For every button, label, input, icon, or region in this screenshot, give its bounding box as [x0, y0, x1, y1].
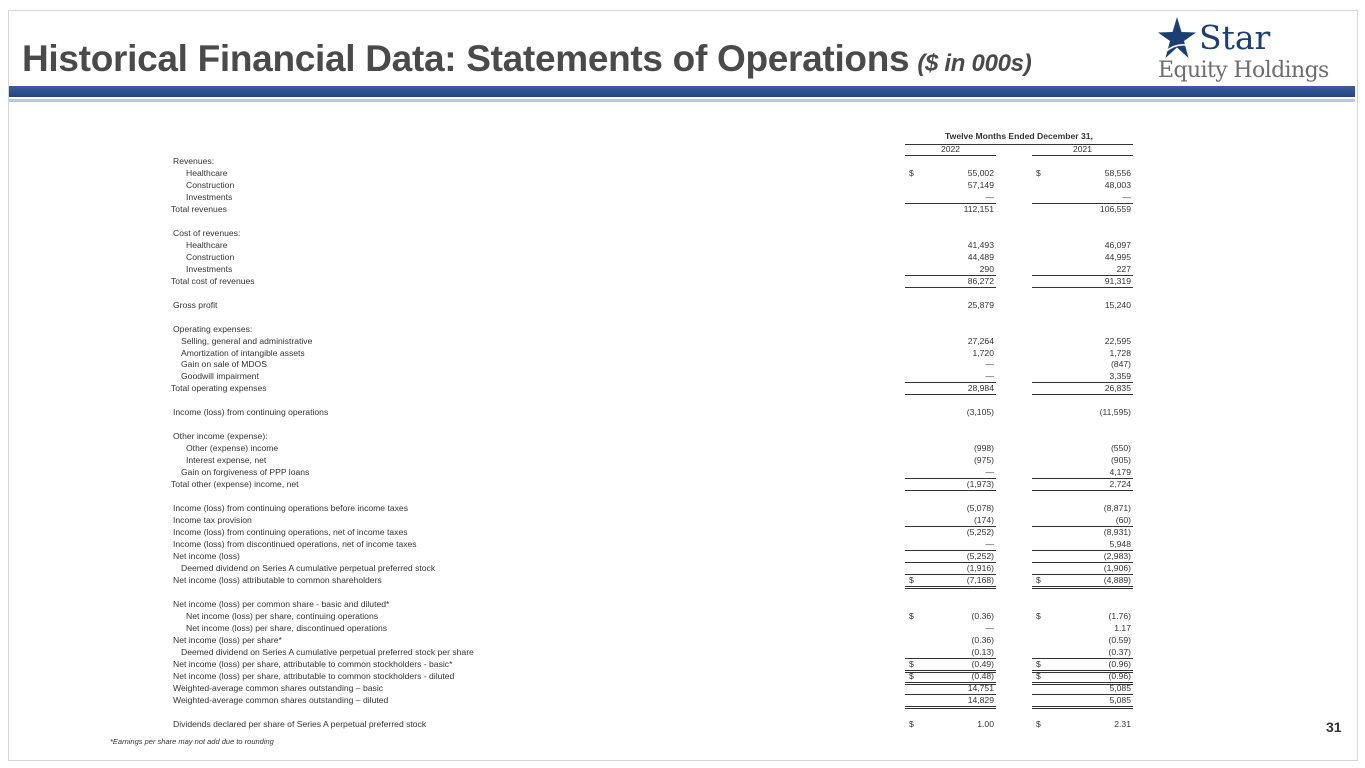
- row-label: Income tax provision: [173, 515, 252, 526]
- value-2021-cell: [1032, 622, 1133, 634]
- value-2022: (3,105): [966, 407, 994, 418]
- value-2022: 112,151: [963, 203, 994, 214]
- value-2022: 28,984: [967, 383, 994, 394]
- value-2021-cell: [1032, 526, 1133, 538]
- value-2022-cell: [905, 634, 996, 646]
- value-2021: 48,003: [1104, 179, 1131, 190]
- table-spacer-row: [0, 215, 1365, 227]
- value-2021-cell: [1032, 203, 1133, 215]
- value-2021: 58,556: [1104, 167, 1131, 178]
- row-label: Investments: [186, 263, 233, 274]
- table-row: [0, 694, 1365, 706]
- year-2022-header: 2022: [905, 143, 996, 156]
- value-2022: (5,252): [966, 551, 994, 561]
- row-label: Gain on sale of MDOS: [181, 359, 267, 370]
- row-label: Income (loss) from continuing operations: [173, 407, 329, 418]
- row-label: Income (loss) from discontinued operations, net of income taxes: [173, 539, 417, 550]
- value-2022-cell: [905, 706, 996, 718]
- value-2021: 22,595: [1104, 335, 1131, 346]
- value-2022: (0.49): [971, 658, 994, 669]
- dollar-sign: $: [1036, 167, 1041, 178]
- row-label: Net income (loss): [173, 551, 240, 561]
- value-2022: (5,252): [966, 527, 994, 538]
- table-row: [0, 682, 1365, 694]
- value-2021: (8,931): [1103, 527, 1131, 538]
- value-2021: (847): [1110, 359, 1131, 370]
- table-row: [0, 239, 1365, 251]
- value-2021: 1,728: [1109, 347, 1131, 358]
- value-2021: 106,559: [1099, 203, 1131, 214]
- value-2021: 5,948: [1109, 539, 1131, 550]
- value-2022: (0.36): [971, 634, 994, 645]
- row-label: Other (expense) income: [186, 443, 279, 454]
- row-label: Net income (loss) per common share - basic and diluted*: [173, 598, 390, 609]
- table-row: [0, 658, 1365, 670]
- value-2022: (1,973): [966, 479, 994, 490]
- value-2022-cell: [905, 287, 996, 299]
- value-2022-cell: [905, 323, 996, 335]
- value-2022-cell: [905, 215, 996, 227]
- dollar-sign: $: [1036, 574, 1041, 585]
- table-spacer-row: [0, 706, 1365, 718]
- value-2022-cell: [905, 586, 996, 598]
- value-2021-cell: [1032, 287, 1133, 299]
- value-2022: (174): [973, 515, 994, 526]
- value-2021-cell: [1032, 634, 1133, 646]
- table-row: [0, 299, 1365, 311]
- value-2021: 5,085: [1109, 694, 1131, 705]
- value-2021: 46,097: [1104, 239, 1131, 250]
- value-2021-cell: [1032, 167, 1133, 179]
- row-label: Interest expense, net: [186, 455, 267, 466]
- value-2022-cell: [905, 430, 996, 442]
- value-2021: (1,906): [1103, 562, 1131, 573]
- value-2021: 3,359: [1109, 371, 1131, 382]
- value-2021-cell: [1032, 394, 1133, 406]
- value-2022: (0.48): [971, 670, 994, 681]
- value-2021-cell: [1032, 586, 1133, 598]
- value-2022: (1,916): [966, 562, 994, 573]
- table-row: [0, 323, 1365, 335]
- table-row: [0, 478, 1365, 490]
- dollar-sign: $: [1036, 658, 1041, 669]
- value-2021-cell: [1032, 358, 1133, 370]
- value-2021-cell: [1032, 215, 1133, 227]
- value-2021-cell: [1032, 179, 1133, 191]
- value-2022: —: [985, 467, 994, 478]
- value-2022-cell: [905, 394, 996, 406]
- value-2022-cell: [905, 358, 996, 370]
- value-2022-cell: [905, 610, 996, 622]
- table-row: [0, 442, 1365, 454]
- row-label: Cost of revenues:: [173, 227, 241, 238]
- value-2022: 44,489: [967, 251, 994, 262]
- table-row: [0, 550, 1365, 562]
- table-row: [0, 466, 1365, 478]
- value-2022: —: [985, 622, 994, 633]
- table-row: [0, 191, 1365, 203]
- row-label: Net income (loss) per share, continuing operations: [186, 610, 379, 621]
- row-label: Gross profit: [173, 299, 218, 310]
- value-2022-cell: [905, 311, 996, 323]
- row-label: Net income (loss) per share*: [173, 634, 282, 645]
- value-2021-cell: [1032, 323, 1133, 335]
- value-2022-cell: [905, 622, 996, 634]
- value-2022: 14,751: [967, 682, 994, 693]
- value-2021-cell: [1032, 406, 1133, 418]
- value-2022-cell: [905, 347, 996, 359]
- value-2021: 44,995: [1104, 251, 1131, 262]
- table-row: [0, 634, 1365, 646]
- value-2021-cell: [1032, 598, 1133, 610]
- value-2021-cell: [1032, 454, 1133, 466]
- table-row: [0, 718, 1365, 730]
- value-2022-cell: [905, 155, 996, 167]
- value-2022-cell: [905, 203, 996, 215]
- row-label: Weighted-average common shares outstanding – basic: [173, 682, 384, 693]
- value-2021-cell: [1032, 227, 1133, 239]
- value-2021: 227: [1116, 263, 1131, 274]
- value-2022: 1,720: [972, 347, 994, 358]
- row-label: Income (loss) from continuing operations, net of income taxes: [173, 527, 408, 538]
- table-spacer-row: [0, 287, 1365, 299]
- value-2022: 57,149: [967, 179, 994, 190]
- table-row: [0, 562, 1365, 574]
- value-2021-cell: [1032, 155, 1133, 167]
- table-row: [0, 155, 1365, 167]
- table-row: [0, 358, 1365, 370]
- value-2022: 25,879: [967, 299, 994, 310]
- year-2021-header: 2021: [1032, 143, 1133, 156]
- value-2021: (11,595): [1099, 407, 1131, 418]
- value-2022-cell: [905, 502, 996, 514]
- table-row: [0, 610, 1365, 622]
- value-2021: 91,319: [1104, 275, 1131, 286]
- dollar-sign: $: [1036, 610, 1041, 621]
- table-row: [0, 502, 1365, 514]
- dollar-sign: $: [909, 574, 914, 585]
- value-2022-cell: [905, 406, 996, 418]
- value-2021: (2,983): [1103, 551, 1131, 561]
- row-label: Amortization of intangible assets: [181, 347, 305, 358]
- value-2021: (0.59): [1108, 634, 1131, 645]
- row-label: Total cost of revenues: [171, 275, 255, 286]
- value-2022: 55,002: [967, 167, 994, 178]
- value-2021-cell: [1032, 490, 1133, 502]
- table-row: [0, 574, 1365, 586]
- row-label: Construction: [186, 251, 235, 262]
- table-row: [0, 167, 1365, 179]
- dollar-sign: $: [909, 718, 914, 729]
- row-label: Total operating expenses: [171, 383, 267, 394]
- table-row: [0, 454, 1365, 466]
- value-2021: (905): [1110, 455, 1131, 466]
- row-label: Revenues:: [173, 156, 215, 166]
- dollar-sign: $: [1036, 670, 1041, 681]
- table-row: [0, 203, 1365, 215]
- value-2021-cell: [1032, 335, 1133, 347]
- row-label: Healthcare: [186, 239, 228, 250]
- table-row: [0, 526, 1365, 538]
- table-spacer-row: [0, 418, 1365, 430]
- table-spacer-row: [0, 311, 1365, 323]
- value-2021: (1.76): [1108, 610, 1131, 621]
- value-2021-cell: [1032, 239, 1133, 251]
- value-2021-cell: [1032, 347, 1133, 359]
- row-label: Weighted-average common shares outstanding – diluted: [173, 694, 389, 705]
- value-2022-cell: [905, 598, 996, 610]
- value-2021: 26,835: [1104, 383, 1131, 394]
- title-units: ($ in 000s): [917, 50, 1032, 77]
- value-2022: (0.36): [971, 610, 994, 621]
- value-2021: 1.17: [1114, 622, 1131, 633]
- value-2021: (0.96): [1108, 658, 1131, 669]
- value-2022: 27,264: [967, 335, 994, 346]
- row-label: Healthcare: [186, 167, 228, 178]
- value-2022: —: [985, 371, 994, 382]
- row-label: Construction: [186, 179, 235, 190]
- value-2021: 15,240: [1104, 299, 1131, 310]
- value-2022: 290: [979, 263, 994, 274]
- value-2022-cell: [905, 442, 996, 454]
- value-2022: 14,829: [967, 694, 994, 705]
- table-row: [0, 598, 1365, 610]
- table-row: [0, 263, 1365, 275]
- value-2022-cell: [905, 454, 996, 466]
- dollar-sign: $: [909, 610, 914, 621]
- value-2021: (550): [1110, 443, 1131, 454]
- value-2022: —: [985, 191, 994, 202]
- table-row: [0, 406, 1365, 418]
- table-row: [0, 430, 1365, 442]
- row-label: Net income (loss) per share, attributable to common stockholders - basic*: [173, 658, 453, 669]
- table-row: [0, 275, 1365, 287]
- value-2021-cell: [1032, 706, 1133, 718]
- value-2022-cell: [905, 299, 996, 311]
- value-2022: —: [985, 359, 994, 370]
- row-label: Deemed dividend on Series A cumulative perpetual preferred stock: [181, 562, 436, 573]
- dollar-sign: $: [1036, 718, 1041, 729]
- value-2022: (5,078): [966, 503, 994, 514]
- row-label: Net income (loss) per share, discontinued operations: [186, 622, 388, 633]
- table-spacer-row: [0, 490, 1365, 502]
- value-2021: (0.37): [1108, 646, 1131, 657]
- page-number: 31: [1326, 719, 1342, 735]
- table-row: [0, 670, 1365, 682]
- value-2021: (0.96): [1108, 670, 1131, 681]
- value-2021-cell: [1032, 418, 1133, 430]
- value-2022: (0.13): [971, 646, 994, 657]
- value-2021: (8,871): [1103, 503, 1131, 514]
- table-row: [0, 335, 1365, 347]
- table-row: [0, 347, 1365, 359]
- value-2021-cell: [1032, 251, 1133, 263]
- value-2022: 86,272: [967, 275, 994, 286]
- value-2021: 4,179: [1109, 467, 1131, 478]
- table-row: [0, 370, 1365, 382]
- row-label: Deemed dividend on Series A cumulative perpetual preferred stock per share: [181, 646, 474, 657]
- row-label: Selling, general and administrative: [181, 335, 313, 346]
- row-label: Income (loss) from continuing operations before income taxes: [173, 503, 409, 514]
- value-2022-cell: [905, 418, 996, 430]
- value-2021: 2.31: [1114, 718, 1131, 729]
- value-2021-cell: [1032, 311, 1133, 323]
- value-2021: 5,085: [1109, 682, 1131, 693]
- row-label: Other income (expense):: [173, 431, 268, 442]
- row-label: Operating expenses:: [173, 323, 253, 334]
- table-spacer-row: [0, 586, 1365, 598]
- value-2022-cell: [905, 179, 996, 191]
- value-2022: —: [985, 539, 994, 550]
- table-row: [0, 251, 1365, 263]
- row-label: Net income (loss) per share, attributable to common stockholders - diluted: [173, 670, 455, 681]
- table-row: [0, 622, 1365, 634]
- table-row: [0, 646, 1365, 658]
- value-2022-cell: [905, 490, 996, 502]
- table-row: [0, 538, 1365, 550]
- value-2022-cell: [905, 239, 996, 251]
- dollar-sign: $: [909, 658, 914, 669]
- table-row: [0, 179, 1365, 191]
- value-2022-cell: [905, 251, 996, 263]
- title-main: Historical Financial Data: Statements of Operations: [22, 38, 910, 79]
- value-2022: 1.00: [977, 718, 994, 729]
- value-2021-cell: [1032, 442, 1133, 454]
- value-2022-cell: [905, 335, 996, 347]
- logo-word: Star: [1199, 18, 1271, 57]
- value-2021: —: [1122, 191, 1131, 202]
- row-label: Total other (expense) income, net: [171, 479, 299, 490]
- row-label: Investments: [186, 191, 233, 202]
- row-label: Gain on forgiveness of PPP loans: [181, 467, 310, 478]
- row-label: Total revenues: [171, 203, 227, 214]
- value-2021-cell: [1032, 502, 1133, 514]
- dollar-sign: $: [909, 167, 914, 178]
- value-2022-cell: [905, 718, 996, 730]
- logo-subtitle: Equity Holdings: [1158, 58, 1329, 83]
- value-2021: 2,724: [1109, 479, 1131, 490]
- row-label: Dividends declared per share of Series A perpetual preferred stock: [173, 718, 427, 729]
- value-2021-cell: [1032, 430, 1133, 442]
- value-2021-cell: [1032, 610, 1133, 622]
- value-2021-cell: [1032, 718, 1133, 730]
- value-2021-cell: [1032, 299, 1133, 311]
- value-2022: (975): [973, 455, 994, 466]
- table-row: [0, 514, 1365, 526]
- value-2022: (7,168): [966, 574, 994, 585]
- value-2021: (4,889): [1103, 574, 1131, 585]
- row-label: Goodwill impairment: [181, 371, 259, 382]
- value-2022: 41,493: [967, 239, 994, 250]
- footnote: *Earnings per share may not add due to rounding: [110, 737, 274, 746]
- row-label: Net income (loss) attributable to common shareholders: [173, 574, 382, 585]
- table-spacer-row: [0, 394, 1365, 406]
- value-2022-cell: [905, 167, 996, 179]
- value-2022: (998): [973, 443, 994, 454]
- value-2022-cell: [905, 227, 996, 239]
- dollar-sign: $: [909, 670, 914, 681]
- value-2021: (60): [1115, 515, 1131, 526]
- period-header: Twelve Months Ended December 31,: [945, 131, 1093, 141]
- value-2022-cell: [905, 526, 996, 538]
- table-row: [0, 227, 1365, 239]
- table-row: [0, 382, 1365, 394]
